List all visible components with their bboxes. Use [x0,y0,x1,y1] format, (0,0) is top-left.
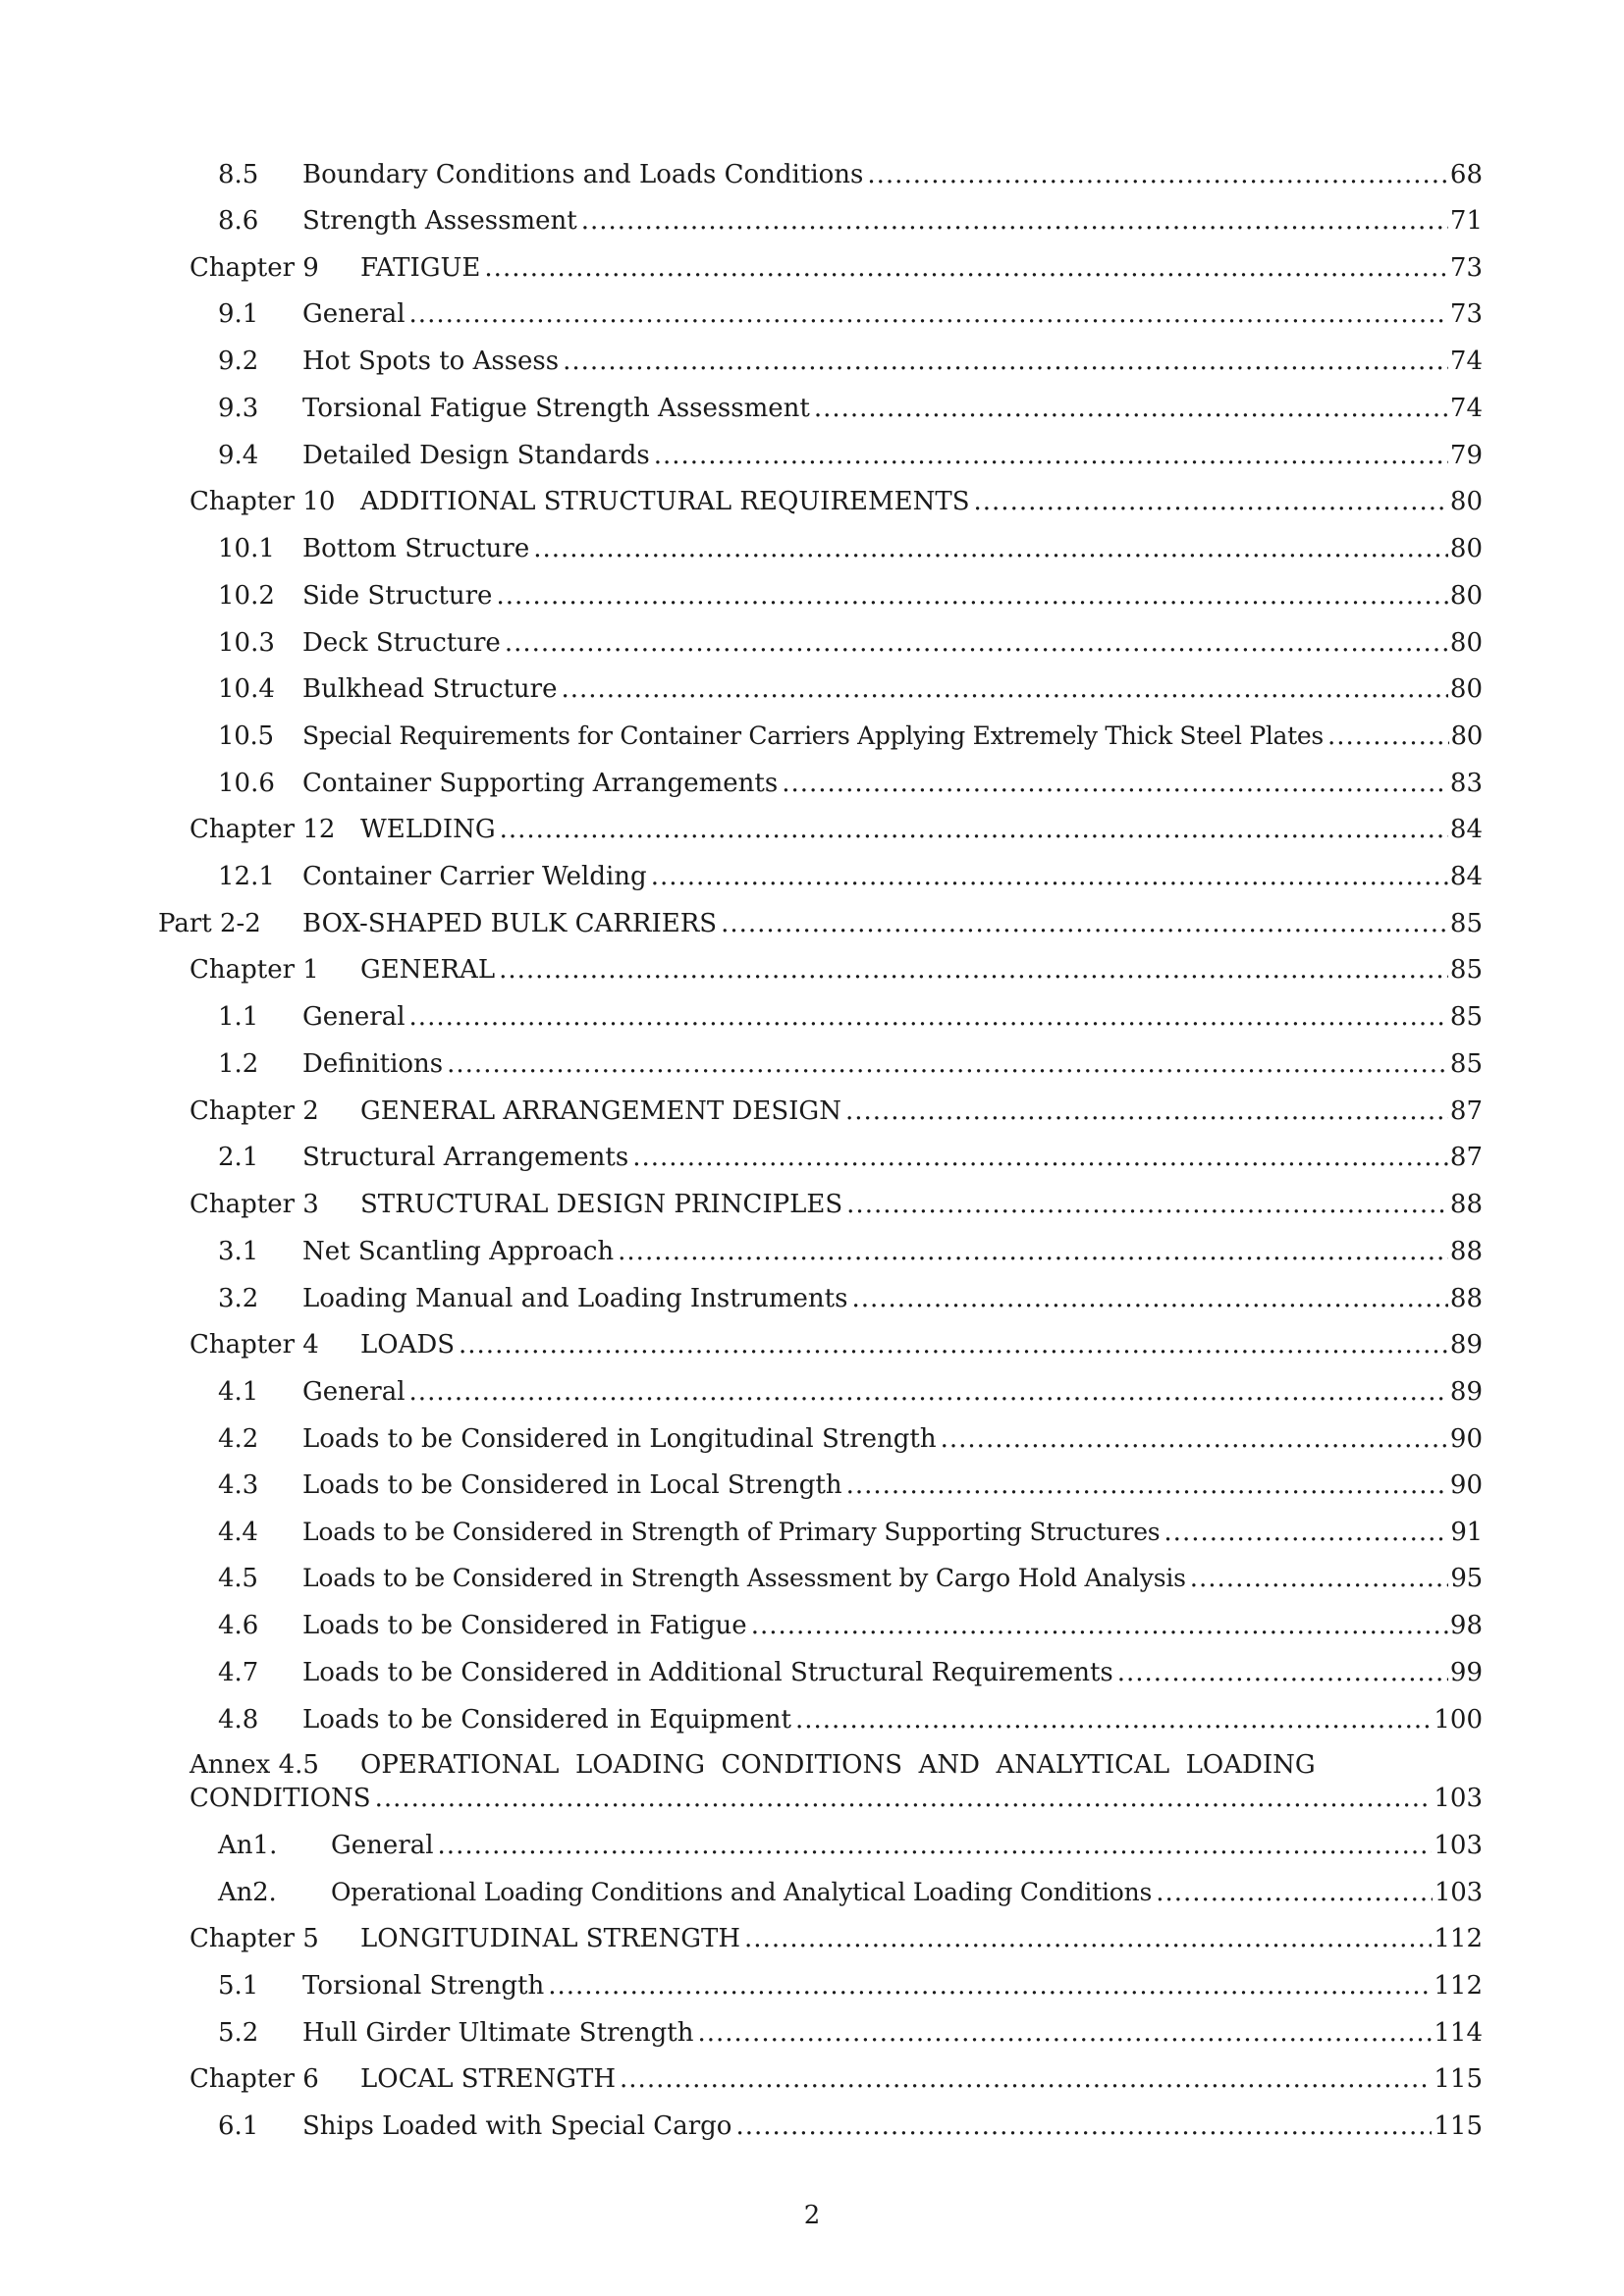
toc-entry-page: 89 [1449,1330,1483,1360]
toc-entry [218,626,1483,660]
toc-entry-number: 3.1 [218,1237,259,1266]
toc-entry-title: Hot Spots to Assess [302,347,560,376]
toc-entry-number: 4.4 [218,1518,258,1547]
leader-dots [751,1609,1448,1642]
toc-entry-number: 10.1 [218,534,275,563]
toc-entry-page: 114 [1434,2018,1483,2048]
toc-entry-page: 80 [1449,674,1483,704]
toc-entry-number: Chapter 2 [189,1096,319,1126]
toc-entry-number: 4.8 [218,1705,259,1735]
leader-dots [846,1468,1448,1502]
toc-entry-page: 87 [1449,1143,1483,1172]
toc-entry-number: Chapter 5 [189,1924,319,1953]
toc-entry-number: An1. [218,1831,278,1860]
toc-entry [218,2109,1483,2143]
leader-dots [618,1235,1448,1268]
toc-entry-page: 84 [1449,862,1483,891]
toc-entry-page: 115 [1434,2111,1483,2141]
toc-entry-page: 80 [1449,534,1483,563]
toc-entry-title: Torsional Strength [302,1971,545,2001]
toc-entry-number: 5.1 [218,1971,259,2001]
toc-entry-page: 88 [1449,1237,1483,1266]
toc-entry-chapter [189,485,1483,518]
toc-entry [218,1656,1483,1689]
toc-entry-number: 9.4 [218,441,259,470]
toc-entry [218,672,1483,706]
toc-entry [218,158,1483,191]
toc-entry-title: Deck Structure [302,628,501,658]
toc-entry-number: Chapter 10 [189,487,336,516]
toc-entry-title: GENERAL ARRANGEMENT DESIGN [360,1096,841,1126]
leader-dots [974,485,1448,518]
toc-entry-title: Loads to be Considered in Equipment [302,1705,791,1735]
leader-dots [867,158,1448,191]
toc-entry-title: Loading Manual and Loading Instruments [302,1284,848,1313]
toc-entry-page: 68 [1449,160,1483,189]
toc-entry-page: 88 [1449,1190,1483,1219]
leader-dots [735,2109,1432,2143]
leader-dots [409,297,1448,331]
toc-entry-page: 84 [1449,815,1483,844]
leader-dots [375,1782,1433,1815]
toc-entry-number: 10.5 [218,721,274,751]
leader-dots [533,532,1448,565]
toc-entry-title: Container Carrier Welding [302,862,647,891]
leader-dots [846,1188,1448,1221]
toc-entry [218,1829,1483,1862]
toc-entry-page: 112 [1434,1924,1483,1953]
leader-dots [795,1703,1432,1736]
leader-dots [1117,1656,1448,1689]
leader-dots [581,204,1448,238]
leader-dots [409,1000,1448,1034]
toc-entry-page: 112 [1434,1971,1483,2001]
leader-dots [651,860,1448,893]
toc-entry-title: WELDING [360,815,496,844]
toc-entry-title: Side Structure [302,581,493,611]
toc-entry-number: 4.6 [218,1611,259,1640]
toc-entry [218,1969,1483,2002]
toc-entry-title: Structural Arrangements [302,1143,629,1172]
toc-entry-title: General [302,1002,406,1032]
toc-entry-title: General [302,299,406,329]
toc-entry-number: 10.6 [218,769,275,798]
toc-entry-title: LOADS [360,1330,456,1360]
toc-entry-chapter [189,1328,1483,1362]
toc-entry-number: 10.3 [218,628,275,658]
toc-entry-page: 74 [1449,394,1483,423]
leader-dots [744,1922,1432,1955]
toc-entry-page: 90 [1449,1470,1483,1500]
toc-entry-title: STRUCTURAL DESIGN PRINCIPLES [360,1190,843,1219]
toc-entry-number: 6.1 [218,2111,259,2141]
leader-dots [447,1047,1448,1081]
toc-entry-title: Ships Loaded with Special Cargo [302,2111,732,2141]
toc-entry-number: An2. [218,1878,277,1907]
toc-entry-chapter [189,251,1483,285]
leader-dots [782,767,1448,800]
toc-entry-title: Loads to be Considered in Additional Structural Requirements [302,1658,1113,1687]
toc-entry-title: Loads to be Considered in Strength Assessment by Cargo Hold Analysis [302,1564,1186,1592]
toc-entry-chapter [189,1095,1483,1128]
toc-entry-page: 98 [1449,1611,1483,1640]
toc-entry [218,1375,1483,1409]
leader-dots [505,626,1448,660]
toc-entry-page: 95 [1450,1564,1483,1593]
toc-entry [218,860,1483,893]
toc-entry-chapter [189,2062,1483,2096]
toc-entry-page: 74 [1449,347,1483,376]
leader-dots [620,2062,1432,2096]
toc-entry-number: Chapter 6 [189,2064,319,2094]
leader-dots [697,2016,1432,2050]
toc-entry-number: 12.1 [218,862,275,891]
toc-entry-title: LONGITUDINAL STRENGTH [360,1924,741,1953]
toc-entry-title: Operational Loading Conditions and Analytical Loading Conditions [331,1878,1153,1906]
toc-entry-page: 103 [1434,1784,1483,1813]
toc-entry-page: 87 [1449,1096,1483,1126]
toc-entry [218,392,1483,425]
toc-entry-page: 71 [1449,206,1483,236]
toc-entry-page: 80 [1450,721,1483,751]
toc-entry-title: GENERAL [360,955,496,985]
toc-entry [218,1609,1483,1642]
toc-entry-page: 79 [1449,441,1483,470]
leader-dots [496,579,1447,613]
toc-entry-number: 9.1 [218,299,259,329]
toc-entry-number: 4.7 [218,1658,259,1687]
toc-entry-title: Loads to be Considered in Fatigue [302,1611,747,1640]
toc-entry-number: 1.2 [218,1049,259,1079]
toc-entry-page: 100 [1434,1705,1483,1735]
toc-entry [218,2016,1483,2050]
toc-entry-title: Loads to be Considered in Longitudinal Strength [302,1424,937,1454]
leader-dots [851,1282,1447,1315]
toc-entry-page: 88 [1449,1284,1483,1313]
toc-entry-page: 103 [1434,1878,1483,1907]
toc-entry [218,1422,1483,1456]
toc-entry-page: 73 [1449,253,1483,283]
toc-entry-page: 90 [1449,1424,1483,1454]
toc-entry-title: Special Requirements for Container Carriers Applying Extremely Thick Steel Plates [302,721,1324,750]
toc-entry [218,1235,1483,1268]
toc-entry-page: 85 [1449,1002,1483,1032]
toc-entry-title: FATIGUE [360,253,481,283]
toc-entry-number: 8.5 [218,160,259,189]
toc-entry-number: 3.2 [218,1284,259,1313]
toc-entry-part [158,907,1483,940]
toc-entry [218,767,1483,800]
leader-dots [484,251,1447,285]
leader-dots [721,907,1448,940]
toc-entry-chapter [189,813,1483,846]
leader-dots [563,345,1448,378]
toc-entry-title: Bottom Structure [302,534,530,563]
toc-entry [218,297,1483,331]
toc-entry-number: 4.1 [218,1377,259,1407]
leader-dots [499,953,1448,987]
toc-entry [218,1703,1483,1736]
toc-entry-title: General [302,1377,406,1407]
toc-entry-page: 85 [1449,909,1483,938]
toc-entry-chapter [189,1922,1483,1955]
toc-entry-title: BOX-SHAPED BULK CARRIERS [302,909,718,938]
toc-entry-chapter [189,953,1483,987]
toc-entry-page: 83 [1449,769,1483,798]
leader-dots [561,672,1447,706]
toc-entry-title: ADDITIONAL STRUCTURAL REQUIREMENTS [360,487,970,516]
toc-entry [218,204,1483,238]
toc-entry-number: 8.6 [218,206,259,236]
leader-dots [409,1375,1448,1409]
toc-entry-number: 4.5 [218,1564,258,1593]
leader-dots [1190,1562,1449,1595]
toc-entry-title: Container Supporting Arrangements [302,769,779,798]
toc-entry-number: Chapter 4 [189,1330,319,1360]
toc-entry-title: Boundary Conditions and Loads Conditions [302,160,864,189]
leader-dots [814,392,1448,425]
toc-entry [218,1047,1483,1081]
toc-entry-number: Chapter 12 [189,815,336,844]
toc-entry [218,1000,1483,1034]
toc-entry-number: 9.2 [218,347,259,376]
toc-entry-number: Chapter 3 [189,1190,319,1219]
toc-entry-title: Strength Assessment [302,206,577,236]
toc-entry-page: 80 [1449,628,1483,658]
toc-entry-page: 85 [1449,955,1483,985]
toc-entry [218,1562,1483,1595]
toc-entry-annex-line2 [189,1782,1483,1815]
toc-entry-number: 1.1 [218,1002,259,1032]
leader-dots [1156,1876,1433,1909]
toc-entry-number: 2.1 [218,1143,259,1172]
toc-entry-number: 10.2 [218,581,275,611]
leader-dots [845,1095,1448,1128]
leader-dots [654,439,1448,472]
toc-entry [218,1516,1483,1549]
toc-entry-page: 115 [1434,2064,1483,2094]
leader-dots [941,1422,1448,1456]
leader-dots [500,813,1448,846]
toc-entry-title: Loads to be Considered in Local Strength [302,1470,842,1500]
toc-entry-number: 4.3 [218,1470,259,1500]
toc-entry-number: Chapter 9 [189,253,319,283]
leader-dots [548,1969,1432,2002]
toc-entry-page: 91 [1450,1518,1483,1547]
toc-entry-number: 10.4 [218,674,275,704]
leader-dots [438,1829,1433,1862]
toc-entry [218,439,1483,472]
toc-entry-title: LOCAL STRENGTH [360,2064,617,2094]
toc-entry [218,720,1483,753]
toc-entry-page: 80 [1449,487,1483,516]
toc-entry [218,1282,1483,1315]
toc-entry-page: 80 [1449,581,1483,611]
toc-entry [218,1141,1483,1174]
toc-entry-annex-line1 [189,1748,1316,1782]
toc-entry-page: 103 [1434,1831,1483,1860]
toc-entry-page: 99 [1449,1658,1483,1687]
toc-entry-page: 73 [1449,299,1483,329]
leader-dots [459,1328,1448,1362]
toc-entry-number: 4.2 [218,1424,259,1454]
toc-entry-number: 9.3 [218,394,259,423]
toc-entry-page: 89 [1449,1377,1483,1407]
toc-entry-title: Detailed Design Standards [302,441,650,470]
toc-entry-title: Definitions [302,1049,444,1079]
toc-entry-title: OPERATIONAL LOADING CONDITIONS AND ANALYTICAL LOADING [360,1750,1316,1780]
toc-entry-title: Torsional Fatigue Strength Assessment [302,394,810,423]
toc-entry [218,532,1483,565]
toc-entry-number: Chapter 1 [189,955,319,985]
leader-dots [1327,720,1449,753]
toc-entry [218,1876,1483,1909]
toc-entry-number: Annex 4.5 [189,1750,319,1780]
toc-entry-title-continued: CONDITIONS [189,1784,371,1813]
page-number: 2 [803,2201,821,2230]
toc-entry-title: Hull Girder Ultimate Strength [302,2018,694,2048]
toc-entry-title: Loads to be Considered in Strength of Primary Supporting Structures [302,1518,1161,1546]
leader-dots [1164,1516,1448,1549]
leader-dots [632,1141,1448,1174]
toc-entry [218,345,1483,378]
toc-entry-title: Net Scantling Approach [302,1237,615,1266]
toc-entry-title: Bulkhead Structure [302,674,558,704]
toc-entry-page: 85 [1449,1049,1483,1079]
toc-entry-title: General [331,1831,434,1860]
toc-entry-number: 5.2 [218,2018,259,2048]
toc-entry [218,1468,1483,1502]
toc-entry-chapter [189,1188,1483,1221]
toc-entry [218,579,1483,613]
toc-entry-number: Part 2-2 [158,909,261,938]
